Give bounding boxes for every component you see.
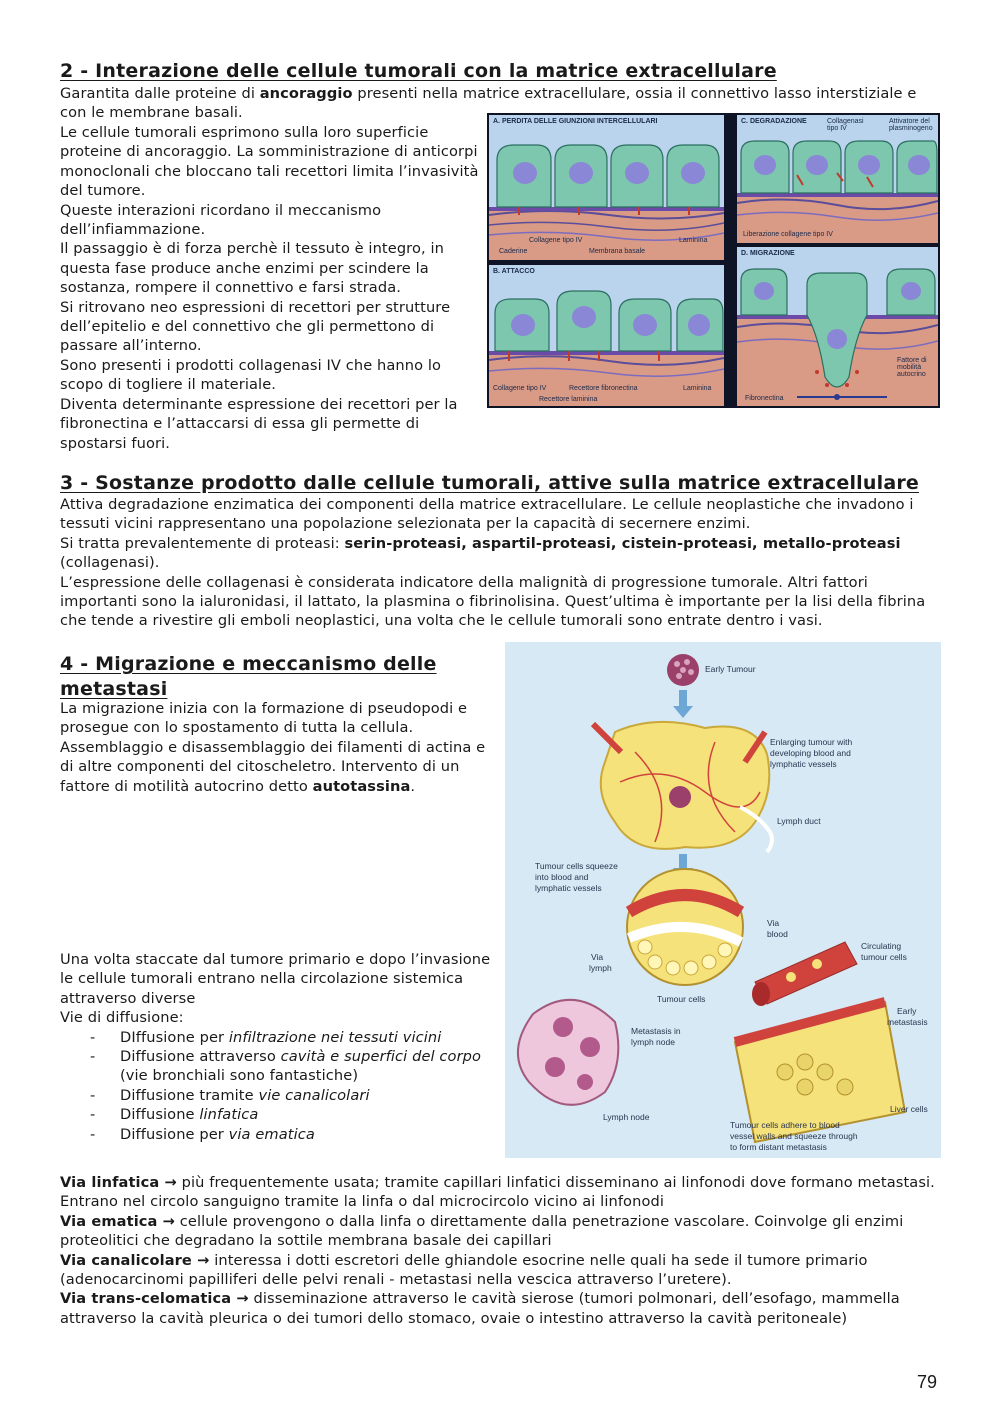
label-squeeze: lymphatic vessels [535, 883, 602, 893]
section4-vie [60, 950, 500, 1144]
autotassina-term: autotassina [312, 777, 411, 795]
paragraph: Vie di diffusione: [60, 1009, 184, 1027]
text: cellule provengono o dalla linfa o direttamente dalla penetrazione vascolare. Coinvolge gli enzimi proteolitici che degradano la sottile membrana basale dei capillari [60, 1212, 904, 1250]
label-metastasis-node: lymph node [631, 1037, 675, 1047]
vie-list [60, 1028, 500, 1144]
panel-a-label: Caderine [499, 248, 528, 255]
text: La migrazione inizia con la formazione di pseudopodi e prosegue con lo spostamento di tutta la cellula. Assemblaggio e disassemblaggio dei filamenti di actina e di altre componenti del citoscheletro. Intervento di un fattore di motilità autocrino detto [60, 700, 486, 795]
paragraph [60, 1212, 940, 1251]
paragraph [60, 1173, 940, 1212]
paragraph: Si ritrovano neo espressioni di recettori per strutture dell’epitelio e del connettivo che gli permettono di passare all’interno. [60, 298, 451, 355]
panel-a-label: Membrana basale [589, 248, 646, 255]
label-circulating: tumour cells [861, 952, 907, 962]
list-item: - DIffusione per infiltrazione nei tessuti vicini [60, 1028, 500, 1047]
panel-c-label: Attivatore del plasminogeno [889, 118, 933, 132]
section2-body [60, 123, 480, 453]
panel-d-label: Fattore di mobilità autocrino [897, 357, 927, 378]
panel-a-title: A. PERDITA DELLE GIUNZIONI INTERCELLULARI [493, 118, 658, 125]
protease-list: serin-proteasi, aspartil-proteasi, cistein-proteasi, metallo-proteasi [344, 534, 901, 552]
label-early-metastasis: metastasis [887, 1017, 928, 1027]
paragraph: Una volta staccate dal tumore primario e dopo l’invasione le cellule tumorali entrano nella circolazione sistemica attraverso diverse [60, 951, 491, 1007]
page-number: 79 [917, 1372, 938, 1392]
label-lymph-duct: Lymph duct [777, 816, 821, 826]
panel-d [737, 247, 938, 406]
label-via-lymph: lymph [589, 963, 612, 973]
panel-a-label: Collagene tipo IV [529, 237, 583, 244]
metastasis-figure [505, 642, 941, 1158]
list-item: - Diffusione linfatica [60, 1105, 500, 1124]
paragraph: Queste interazioni ricordano il meccanismo dell’infiammazione. [60, 201, 382, 239]
section4-body [60, 699, 500, 796]
term: Via canalicolare → [60, 1251, 210, 1269]
paragraph [60, 534, 940, 573]
panel-d-illustration [737, 247, 938, 406]
label-squeeze: into blood and [535, 872, 589, 882]
panel-d-title: D. MIGRAZIONE [741, 250, 795, 257]
label-enlarging: developing blood and [770, 748, 851, 758]
panel-c-title: C. DEGRADAZIONE [741, 118, 807, 125]
panel-b-label: Recettore laminina [539, 396, 598, 403]
panel-a-label: Laminina [679, 237, 708, 244]
label-early-metastasis: Early [897, 1006, 917, 1016]
panel-c-illustration [737, 115, 938, 243]
label-adhere: Tumour cells adhere to blood [730, 1120, 840, 1130]
panel-a [489, 115, 724, 260]
panel-c-label: Collagenasi tipo IV [827, 118, 864, 132]
label-enlarging: Enlarging tumour with [770, 737, 853, 747]
label-metastasis-node: Metastasis in [631, 1026, 681, 1036]
paragraph: Le cellule tumorali esprimono sulla loro superficie proteine di ancoraggio. La somministrazione di anticorpi monoclonali che bloccano tali recettori limita l’invasività del tumore. [60, 124, 479, 200]
panel-c-label: Liberazione collagene tipo IV [743, 231, 833, 238]
paragraph: Diventa determinante espressione dei recettori per la fibronectina e l’attaccarsi di essa gli permette di spostarsi fuori. [60, 395, 458, 452]
term: Via trans-celomatica → [60, 1290, 249, 1308]
section3-title: 3 - Sostanze prodotto dalle cellule tumorali, attive sulla matrice extracellulare [60, 472, 919, 494]
text: più frequentemente usata; tramite capillari linfatici disseminano ai linfonodi dove formano metastasi. Entrano nel circolo sanguigno tramite la linfa o dal microcircolo vicino ai linfonodi [60, 1174, 935, 1211]
list-item: - Diffusione tramite vie canalicolari [60, 1086, 500, 1105]
list-item: - Diffusione attraverso cavità e superfici del corpo (vie bronchiali sono fantastiche) [60, 1047, 500, 1086]
label-squeeze: Tumour cells squeeze [535, 861, 618, 871]
panel-b [489, 265, 724, 406]
label-lymph-node: Lymph node [603, 1112, 650, 1122]
paragraph: Attiva degradazione enzimatica dei componenti della matrice extracellulare. Le cellule neoplastiche che invadono i tessuti vicini rappresentano una popolazione selezionata per la capacità di secernere enzimi. [60, 496, 914, 533]
panel-b-title: B. ATTACCO [493, 268, 535, 275]
panel-d-label: Fibronectina [745, 395, 784, 402]
section2-title: 2 - Interazione delle cellule tumorali con la matrice extracellulare [60, 60, 777, 82]
panel-b-label: Collagene tipo IV [493, 385, 547, 392]
text: interessa i dotti escretori delle ghiandole esocrine nelle quali ha sede il tumore primario (adenocarcinomi papilliferi delle pelvi renali - metastasi nella vescica attraverso l’uretere). [60, 1251, 868, 1289]
panel-b-label: Laminina [683, 385, 712, 392]
invasion-figure [487, 113, 940, 408]
vie-descriptions [60, 1173, 940, 1328]
panel-b-label: Recettore fibronectina [569, 385, 638, 392]
paragraph: Il passaggio è di forza perchè il tessuto è integro, in questa fase produce anche enzimi per scindere la sostanza, rompere il connettivo e farsi strada. [60, 240, 444, 297]
paragraph [60, 699, 500, 796]
paragraph: L’espressione delle collagenasi è considerata indicatore della malignità di progressione tumorale. Altri fattori importanti sono la ialuronidasi, il lattato, la plasmina o fibrinolisina. Quest’ultima è importante per la lisi della fibrina che tende a rivestire gli emboli neoplastici, una volta che le cellule tumorali sono entrate dentro i vasi. [60, 573, 926, 630]
paragraph [60, 1289, 940, 1328]
panel-c [737, 115, 938, 243]
term: Via linfatica → [60, 1174, 177, 1191]
list-item: - Diffusione per via ematica [60, 1125, 500, 1144]
label-adhere: to form distant metastasis [730, 1142, 827, 1152]
paragraph [60, 1251, 940, 1290]
intro-text: Garantita dalle proteine di [60, 85, 260, 102]
text: Si tratta prevalentemente di proteasi: [60, 534, 345, 552]
label-liver-cells: Liver cells [890, 1104, 928, 1114]
label-enlarging: lymphatic vessels [770, 759, 837, 769]
paragraph: Sono presenti i prodotti collagenasi IV che hanno lo scopo di togliere il materiale. [60, 356, 442, 394]
section4-title: 4 - Migrazione e meccanismo delle metastasi [60, 653, 437, 700]
text: disseminazione attraverso le cavità sierose (tumori polmonari, dell’esofago, mammella attraverso la cavità pleurica o dei tumori dello stomaco, ovaie o intestino attraverso la cavità peritoneale) [60, 1290, 900, 1327]
metastasis-illustration [505, 642, 941, 1158]
label-tumour-cells: Tumour cells [657, 994, 706, 1004]
intro-text-end: presenti nella matrice extracellulare, ossia il connettivo lasso interstiziale e con le membrane basali. [60, 85, 917, 122]
label-circulating: Circulating [861, 941, 902, 951]
text: . [410, 777, 416, 795]
text: (collagenasi). [60, 554, 160, 572]
term: Via ematica → [60, 1212, 176, 1230]
label-via-blood: Via [767, 918, 780, 928]
section3-body [60, 495, 940, 631]
label-via-blood: blood [767, 929, 788, 939]
label-adhere: vessel walls and squeeze through [730, 1131, 858, 1141]
label-via-lymph: Via [591, 952, 604, 962]
label-early-tumour: Early Tumour [705, 664, 756, 674]
intro-bold: ancoraggio [259, 85, 353, 102]
